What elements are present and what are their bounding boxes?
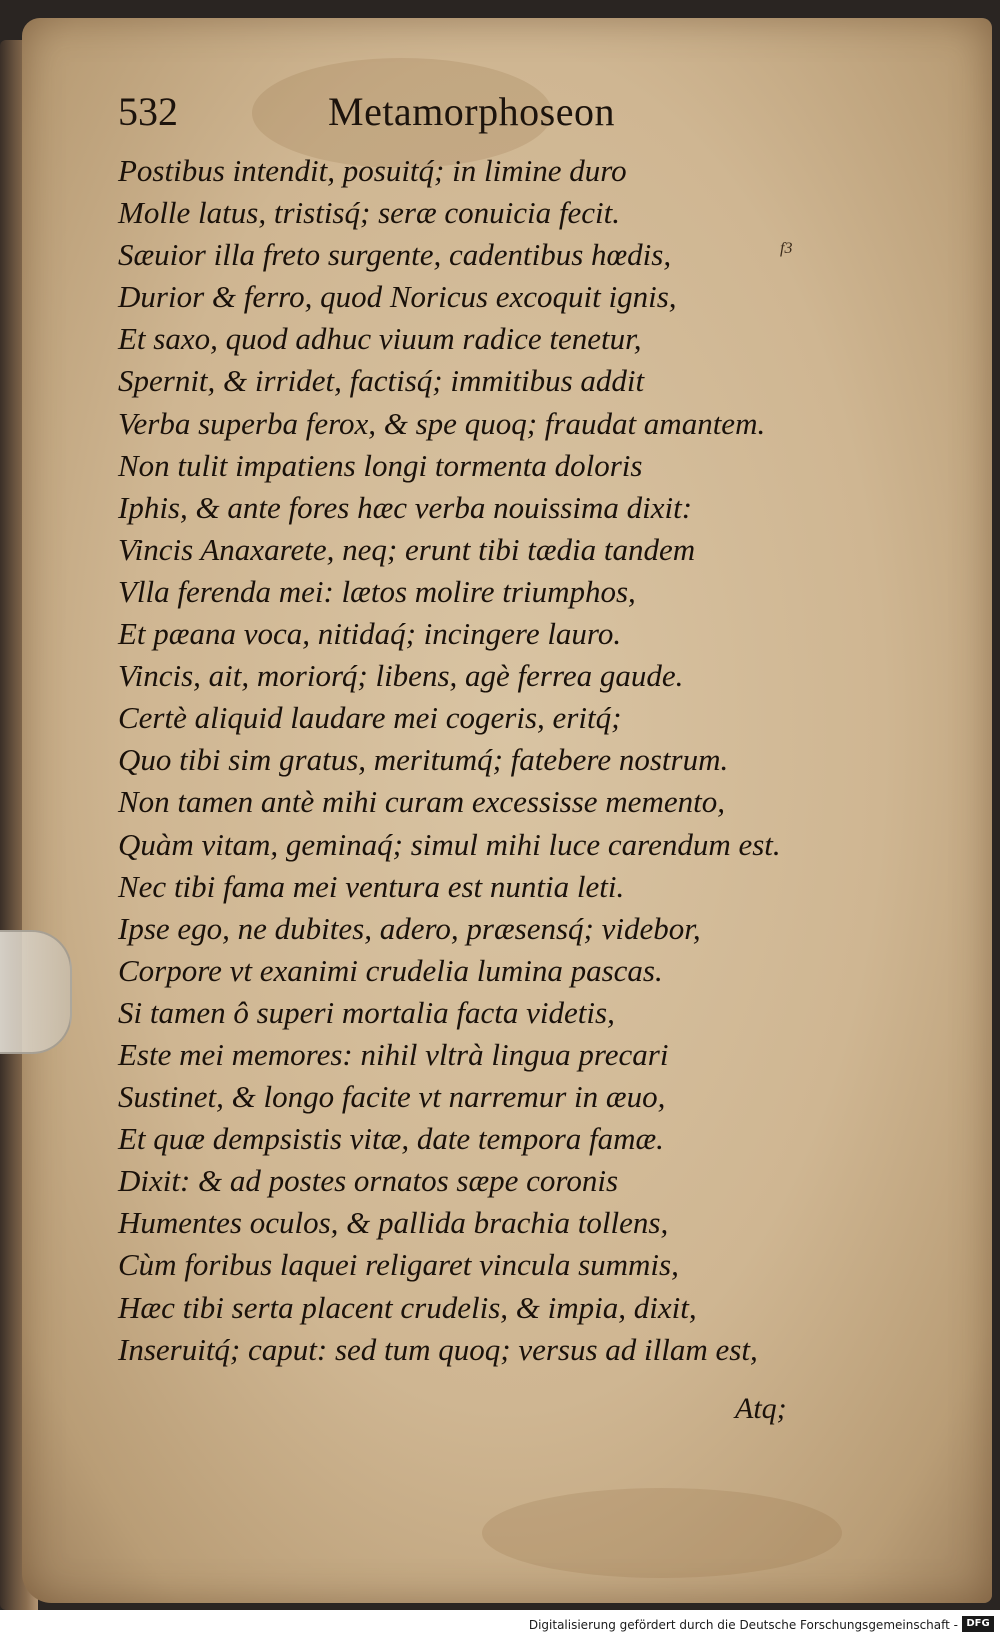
page-header (118, 88, 678, 148)
verse-line: Et saxo, quod adhuc viuum radice tenetur, (118, 321, 642, 357)
verse-line: Postibus intendit, posuitq́; in limine duro (118, 153, 627, 188)
verse-line: Inseruitq́; caput: sed tum quoq; versus ad illam est, (118, 1331, 758, 1367)
verse-line: Vincis Anaxarete, neq; erunt tibi tædia tandem (118, 531, 696, 567)
verse-line: Non tulit impatiens longi tormenta doloris (118, 447, 643, 483)
verse-line: Verba superba ferox, & spe quoq; fraudat amantem. (118, 405, 766, 441)
verse-line: Spernit, & irridet, factisq́; immitibus addit (118, 363, 645, 399)
verse-line: Durior & ferro, quod Noricus excoquit ignis, (118, 279, 677, 315)
verse-line: Dixit: & ad postes ornatos sæpe coronis (118, 1163, 619, 1199)
verse-line: Sustinet, & longo facite vt narremur in æuo, (118, 1079, 666, 1115)
verse-line: Et pæana voca, nitidaq́; incingere lauro. (118, 616, 622, 652)
water-stain (482, 1488, 842, 1578)
verse-line: Humentes oculos, & pallida brachia tollens, (118, 1205, 669, 1241)
verse-line: Nec tibi fama mei ventura est nuntia leti. (118, 868, 625, 904)
verse-block (118, 150, 818, 1371)
verse-line: Non tamen antè mihi curam excessisse memento, (118, 784, 725, 820)
verse-line: Sæuior illa freto surgente, cadentibus hœdis, (118, 237, 672, 273)
verse-line: Et quæ dempsistis vitæ, date tempora famæ. (118, 1121, 664, 1157)
verse-line: Quàm vitam, geminaq́; simul mihi luce carendum est. (118, 826, 781, 862)
catchword: Atq; (735, 1392, 787, 1425)
verse-line: Hæc tibi serta placent crudelis, & impia, dixit, (118, 1289, 697, 1325)
running-title: Metamorphoseon (328, 89, 615, 134)
verse-line: Este mei memores: nihil vltrà lingua precari (118, 1036, 669, 1072)
verse-line: Vincis, ait, moriorq́; libens, agè ferrea gaude. (118, 658, 684, 694)
dfg-logo: DFG (962, 1616, 994, 1632)
verse-line: Cùm foribus laquei religaret vincula summis, (118, 1247, 679, 1283)
verse-line: Vlla ferenda mei: lætos molire triumphos, (118, 573, 636, 609)
funding-credit: Digitalisierung gefördert durch die Deutsche Forschungsgemeinschaft - (528, 1618, 958, 1632)
verse-line: Corpore vt exanimi crudelia lumina pascas. (118, 952, 663, 988)
marginal-note: f3 (780, 240, 793, 257)
verse-line: Ipse ego, ne dubites, adero, præsensq́; videbor, (118, 910, 701, 946)
page-number: 532 (118, 89, 178, 134)
verse-line: Iphis, & ante fores hæc verba nouissima dixit: (118, 489, 693, 525)
verse-line: Molle latus, tristisq́; seræ conuicia fecit. (118, 195, 620, 231)
verse-line: Si tamen ô superi mortalia facta videtis, (118, 994, 615, 1030)
verse-line: Quo tibi sim gratus, meritumq́; fatebere nostrum. (118, 742, 729, 778)
page-clip (0, 930, 72, 1054)
verse-line: Certè aliquid laudare mei cogeris, eritq́; (118, 700, 622, 736)
